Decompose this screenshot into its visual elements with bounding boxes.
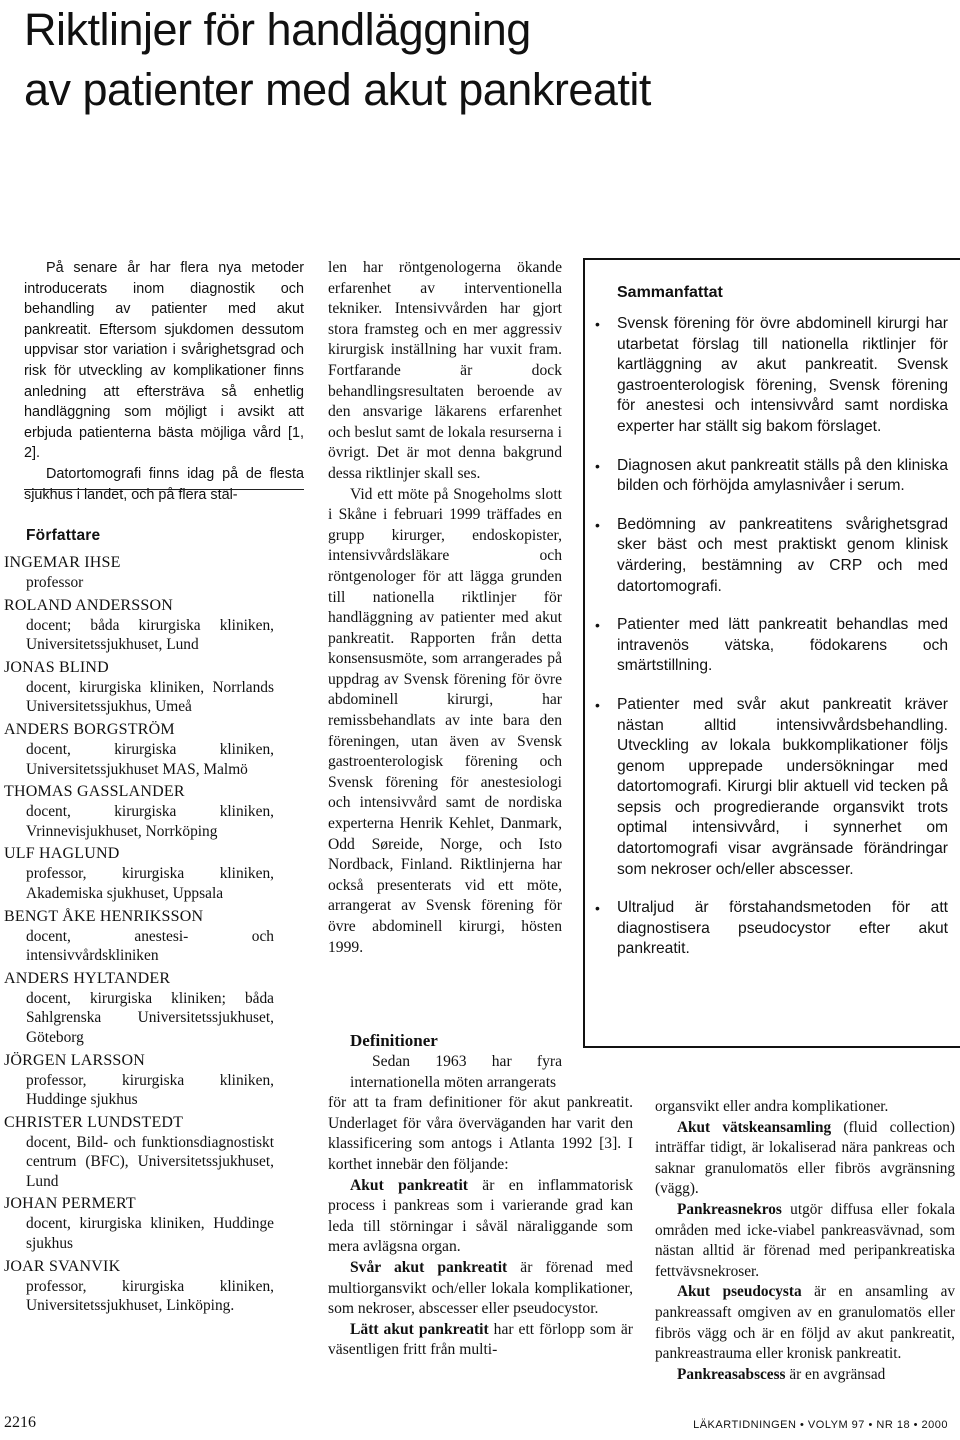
- title-line-1: Riktlinjer för handläggning: [24, 4, 531, 55]
- author-affiliation: docent, anestesi- och intensivvårdskliniken: [26, 927, 274, 965]
- summary-item: [595, 615, 948, 677]
- author-entry: [4, 658, 274, 717]
- summary-item-text: Svensk förening för övre abdominell kirurgi har utarbetat förslag till nationella riktlinjer för kartläggning av akut pankreatit. Svensk gastroenterologisk förening, Svensk förening för anestesi och intensivvård samt nordiska experter har ställt sig bakom förslaget.: [617, 315, 948, 435]
- summary-heading: Sammanfattat: [617, 284, 723, 301]
- definition-akut-pankreatit: Akut pankreatit är en inflammatorisk process i pankreas som i varierande grad kan leda till störningar i såväl näraliggande som mera avlägsna organ.: [328, 1176, 633, 1256]
- author-entry: [4, 844, 274, 903]
- author-entry: [4, 1051, 274, 1110]
- author-affiliation: docent, kirurgiska kliniken, Huddinge sjukhus: [26, 1215, 274, 1253]
- authors-heading: Författare: [26, 527, 101, 544]
- term: Pankreasnekros: [677, 1200, 782, 1218]
- author-name: CHRISTER LUNDSTEDT: [4, 1113, 184, 1131]
- definition-svar-akut-pankreatit: Svår akut pankreatit är förenad med multiorgansvikt och/eller lokala komplikationer, som nekroser, abscesser eller pseudocystor.: [328, 1258, 633, 1318]
- term: Lätt akut pankreatit: [350, 1320, 489, 1338]
- author-affiliation: docent, kirurgiska kliniken, Universitetssjukhuset MAS, Malmö: [26, 740, 274, 778]
- intro-column: [24, 258, 304, 505]
- summary-list: [585, 314, 960, 960]
- author-entry: [4, 907, 274, 966]
- author-entry: [4, 782, 274, 841]
- author-entry: [4, 720, 274, 779]
- authors-list: [4, 553, 274, 1316]
- summary-item-text: Diagnosen akut pankreatit ställs på den kliniska bilden och förhöjda amylasnivåer i serum.: [617, 456, 948, 495]
- term: Akut pseudocysta: [677, 1283, 802, 1301]
- author-affiliation: docent, kirurgiska kliniken, Norrlands Universitetssjukhus, Umeå: [26, 678, 274, 716]
- author-name: THOMAS GASSLANDER: [4, 783, 185, 801]
- author-affiliation: docent, Bild- och funktionsdiagnostiskt centrum (BFC), Universitetssjukhuset, Lund: [26, 1133, 274, 1190]
- author-entry: [4, 1113, 274, 1192]
- journal-footer: LÄKARTIDNINGEN • VOLYM 97 • NR 18 • 2000: [693, 1419, 948, 1431]
- author-name: ULF HAGLUND: [4, 845, 120, 863]
- body-paragraph: len har röntgenologerna ökande erfarenhet av interventionella tekniker. Intensivvården har gjort stora framsteg och en mer aggressiv kirurgisk inställning har vuxit fram. Fortfarande är dock behandlingsresultaten beroende av den ansvarige läkarens erfarenhet och beslut samt de lokala resurserna i övrigt. Det är mot denna bakgrund dessa riktlinjer skall ses.: [328, 259, 562, 482]
- bullet-icon: •: [595, 516, 600, 533]
- summary-box: [583, 258, 960, 1048]
- body-column-4: [655, 1097, 955, 1385]
- author-affiliation: professor, kirurgiska kliniken, Huddinge sjukhus: [26, 1071, 274, 1109]
- bullet-icon: •: [595, 617, 600, 634]
- intro-paragraph-2: Datortomografi finns idag på de flesta sjukhus i landet, och på flera stäl-: [24, 465, 304, 503]
- body-paragraph: Vid ett möte på Snogeholms slott i Skåne i februari 1999 träffades en grupp kirurger, endoskopister, intensivvårdsläkare och röntgenologer för att lägga grunden till nationella riktlinjer för handläggning av patienter med akut pankreatit. Rapporten från detta konsensusmöte, som arrangerades på uppdrag av Svensk förening för övre abdominell kirurgi, har remissbehandlats av inte bara den föreningen, utan även av Svensk gastroenterologisk förening och Svensk förening för anestesiologi och intensivvård samt de nordiska experterna Henrik Kehlet, Danmark, Odd Søreide, Norge, och Isto Nordback, Finland. Riktlinjerna har också presenterats vid ett möte, arrangerat av Svensk förening för övre abdominell kirurgi, hösten 1999.: [328, 485, 562, 956]
- author-name: ANDERS BORGSTRÖM: [4, 720, 175, 738]
- definition-pankreasabscess: Pankreasabscess är en avgränsad: [677, 1365, 886, 1383]
- definition-akut-vatskeansamling: Akut vätskeansamling (fluid collection) inträffar tidigt, är lokaliserad nära pankreas och saknar granulomatös eller fibrös avgränsning (vägg).: [655, 1118, 955, 1198]
- bullet-icon: •: [595, 696, 600, 713]
- bullet-icon: •: [595, 316, 600, 332]
- author-entry: [4, 553, 274, 593]
- bullet-icon: •: [595, 900, 600, 917]
- author-name: JÖRGEN LARSSON: [4, 1051, 146, 1069]
- title-line-2: av patienter med akut pankreatit: [24, 64, 651, 115]
- summary-item: [595, 314, 948, 438]
- definition-pankreasnekros: Pankreasnekros utgör diffusa eller fokala områden med icke-viabel pankreasvävnad, som nästan alltid är förenad med peripankreatiska fettvävsnekroser.: [655, 1200, 956, 1280]
- author-entry: [4, 1257, 274, 1316]
- definitions-heading: Definitioner: [350, 1031, 438, 1050]
- bullet-icon: •: [595, 457, 600, 474]
- definitions-section: [328, 1030, 633, 1361]
- summary-item-text: Ultraljud är förstahandsmetoden för att diagnostisera pseudocystor efter akut pankreatit.: [617, 899, 948, 958]
- page-number: 2216: [4, 1414, 36, 1431]
- term: Pankreasabscess: [677, 1365, 786, 1383]
- divider: [24, 489, 304, 490]
- body-column-2: [328, 258, 562, 958]
- author-affiliation: professor, kirurgiska kliniken, Akademiska sjukhuset, Uppsala: [26, 865, 274, 902]
- author-entry: [4, 969, 274, 1048]
- summary-item-text: Patienter med lätt pankreatit behandlas med intravenös vätska, födokarens och smärtstillning.: [617, 616, 948, 675]
- summary-item: [595, 898, 948, 960]
- author-affiliation: docent, kirurgiska kliniken, Vrinnevisjukhuset, Norrköping: [26, 803, 274, 840]
- term: Akut vätskeansamling: [677, 1118, 832, 1136]
- author-name: INGEMAR IHSE: [4, 554, 121, 571]
- definitions-paragraph: för att ta fram definitioner för akut pankreatit. Underlaget för våra överväganden har varit den klassificering som antogs i Atlanta 1992 [3]. I korthet innebär den följande:: [328, 1094, 633, 1173]
- author-affiliation: professor, kirurgiska kliniken, Universitetssjukhuset, Linköping.: [26, 1277, 274, 1315]
- summary-item: [595, 515, 948, 597]
- definition-akut-pseudocysta: Akut pseudocysta är en ansamling av pankreassaft omgiven av en granulomatös eller fibrös vägg och är en följd av akut pankreatit, pankreastrauma eller kronisk pankreatit.: [655, 1283, 956, 1363]
- summary-item: [595, 695, 948, 880]
- author-name: ANDERS HYLTANDER: [4, 969, 171, 987]
- intro-paragraph-1: På senare år har flera nya metoder introducerats inom diagnostik och behandling av patienter med akut pankreatit. Eftersom sjukdomen dessutom uppvisar stor variation i svårighetsgrad och risk för utveckling av komplikationer finns anledning att eftersträva så enhetlig handläggning som möjligt i avsikt att erbjuda patienterna bästa möjliga vård [1, 2].: [24, 260, 304, 462]
- author-name: JONAS BLIND: [4, 658, 109, 676]
- article-title: [24, 0, 944, 120]
- author-affiliation: professor: [26, 574, 84, 591]
- author-affiliation: docent; båda kirurgiska kliniken, Universitetssjukhuset, Lund: [26, 616, 274, 654]
- author-name: JOHAN PERMERT: [4, 1195, 136, 1213]
- term: Svår akut pankreatit: [350, 1258, 508, 1276]
- definitions-lead: Sedan 1963 har fyra internationella möten arrangerats: [350, 1053, 562, 1091]
- author-name: BENGT ÅKE HENRIKSSON: [4, 907, 204, 925]
- author-entry: [4, 596, 274, 655]
- definition-latt-akut-pankreatit: Lätt akut pankreatit har ett förlopp som är väsentligen fritt från multi-: [328, 1320, 633, 1359]
- body-paragraph: organsvikt eller andra komplikationer.: [655, 1098, 889, 1115]
- term: Akut pankreatit: [350, 1176, 468, 1194]
- summary-item-text: Patienter med svår akut pankreatit kräver nästan alltid intensivvårdsbehandling. Utveckling av lokala bukkomplikationer följs genom upprepade undersökningar med datortomografi. Kirurgi blir aktuell vid tecken på sepsis och progredierande organsvikt trots optimal intensivvård, i synnerhet om datortomografi visar avgränsade förändringar som nekroser och/eller abscesser.: [617, 695, 948, 878]
- summary-item: [595, 456, 948, 497]
- authors-section: [4, 525, 274, 1316]
- summary-item-text: Bedömning av pankreatitens svårighetsgrad sker bäst och mest praktiskt genom klinisk värdering, bestämning av CRP och med datortomografi.: [617, 515, 948, 595]
- author-entry: [4, 1194, 274, 1253]
- author-name: JOAR SVANVIK: [4, 1257, 121, 1275]
- author-name: ROLAND ANDERSSON: [4, 596, 173, 614]
- author-affiliation: docent, kirurgiska kliniken; båda Sahlgrenska Universitetssjukhuset, Göteborg: [26, 989, 274, 1046]
